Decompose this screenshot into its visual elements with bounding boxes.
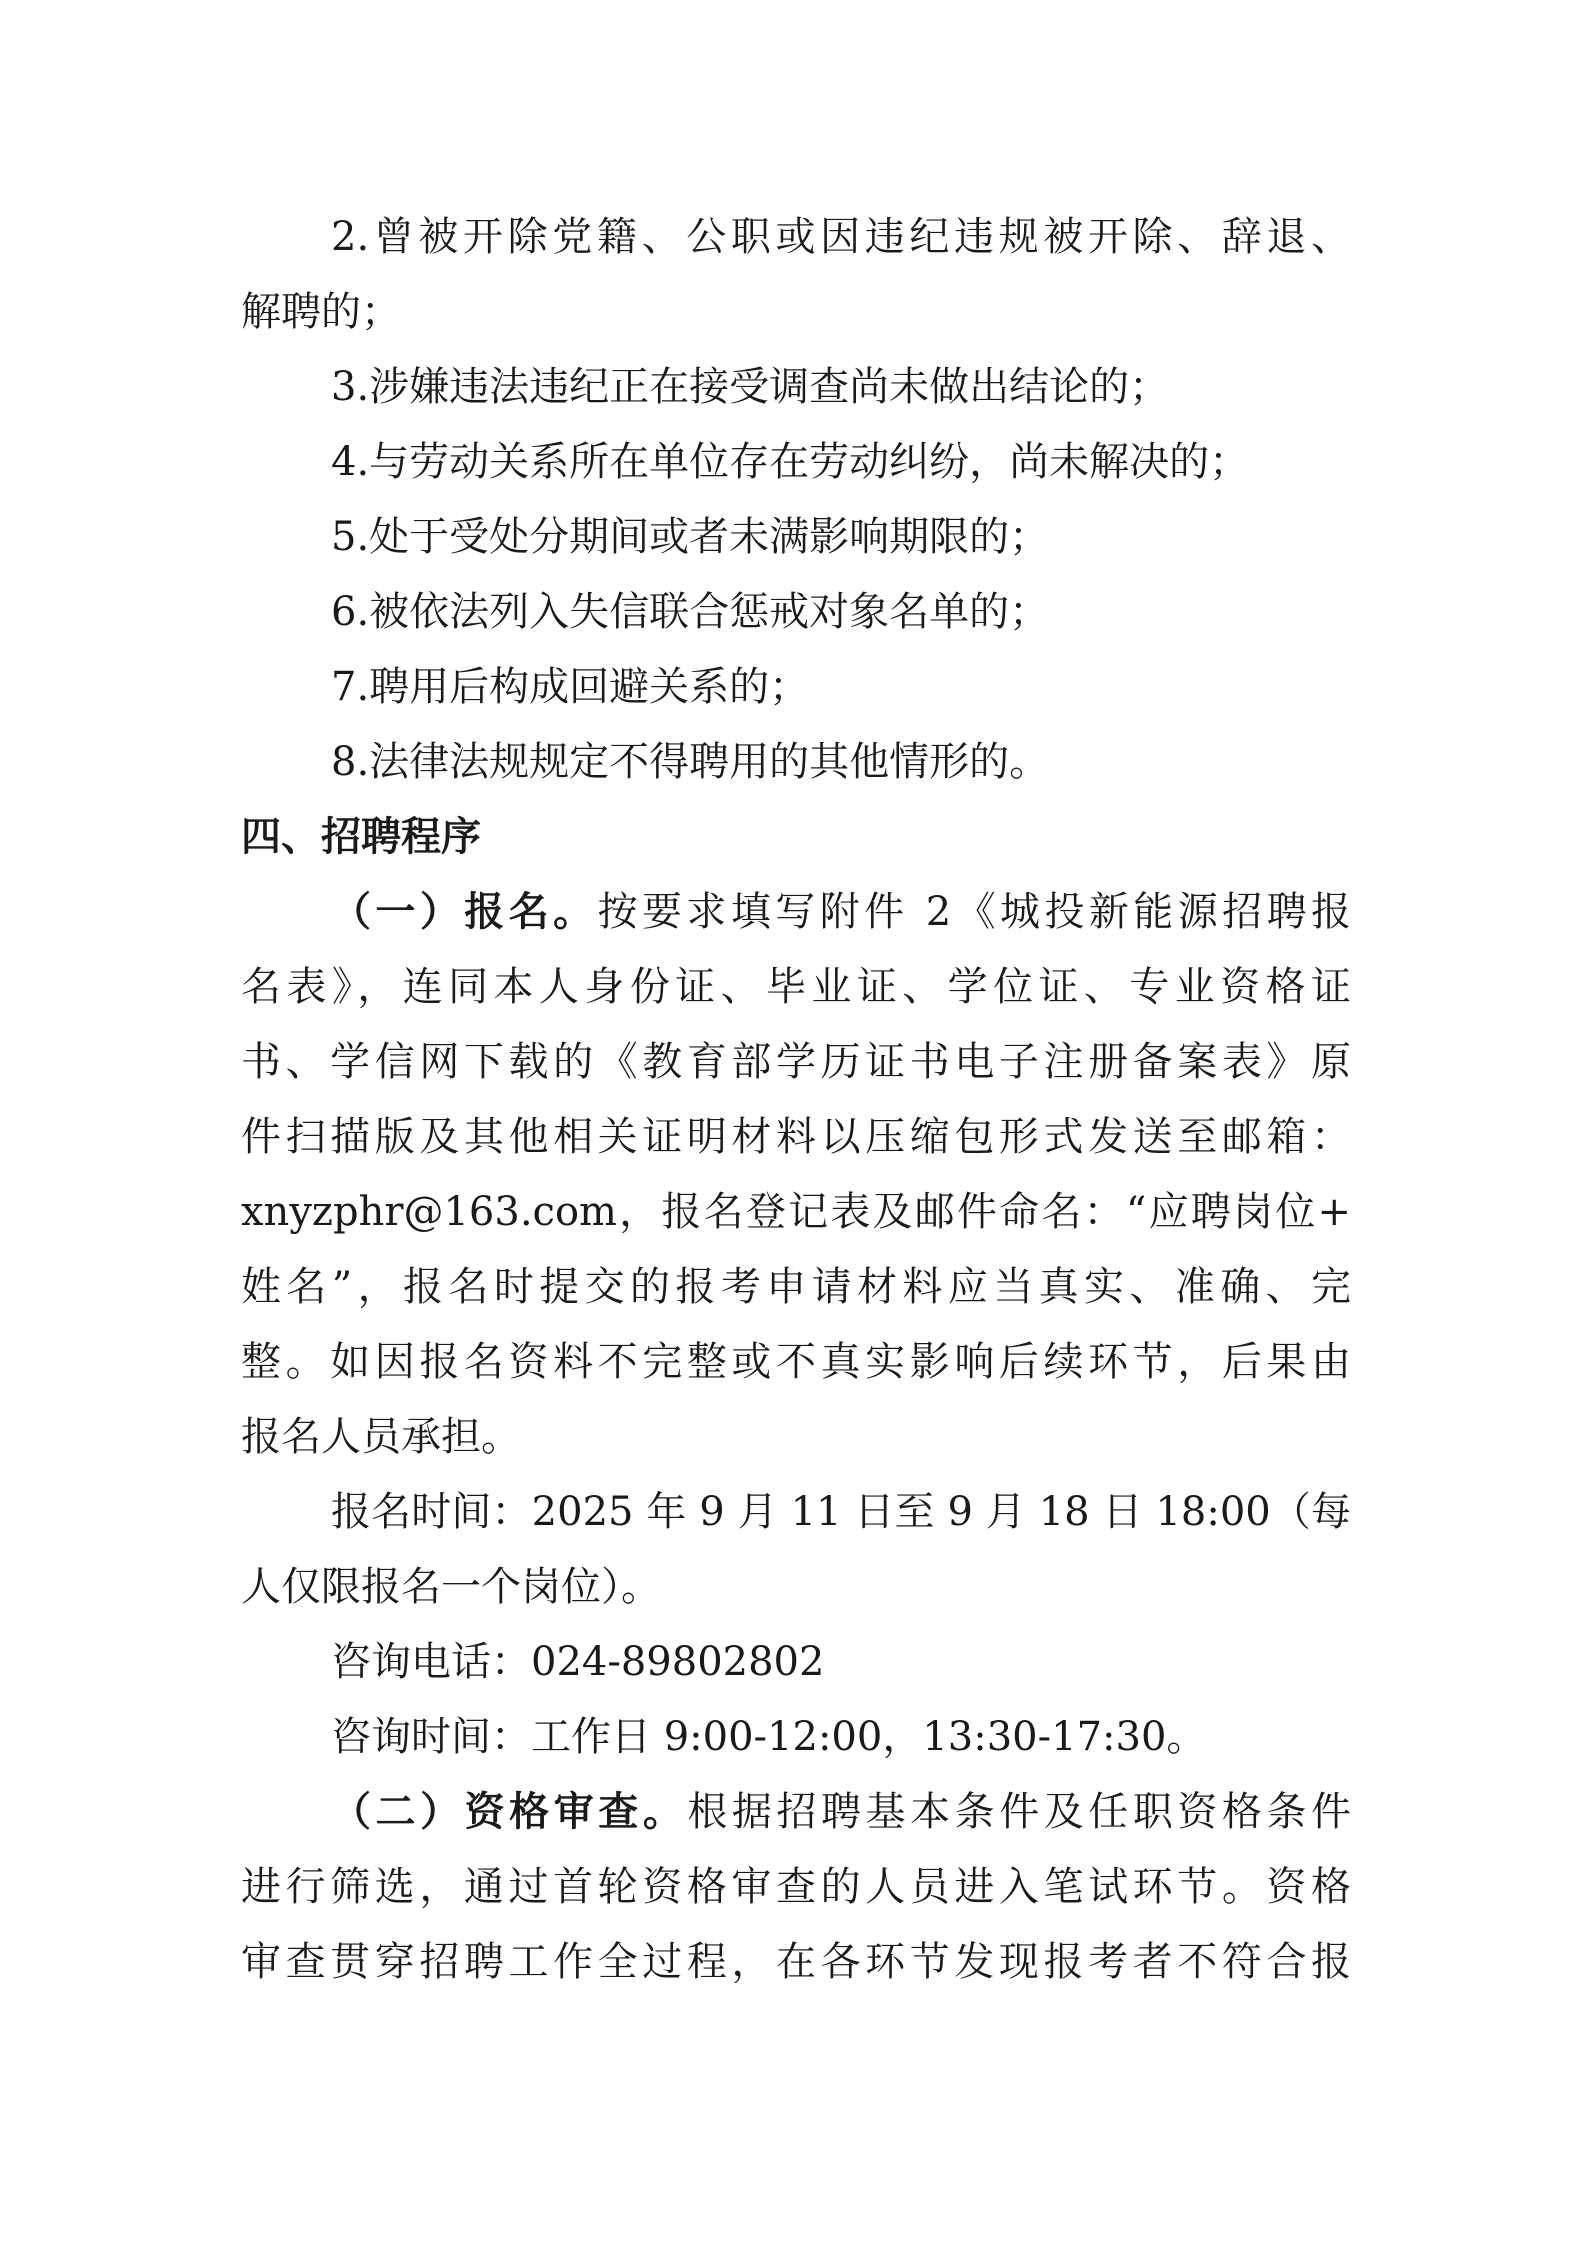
registration-line-8: 报名人员承担。	[241, 1414, 521, 1460]
item-2-line-1: 2.曾被开除党籍、公职或因违纪违规被开除、辞退、	[331, 214, 1351, 260]
registration-line-4: 件扫描版及其他相关证明材料以压缩包形式发送至邮箱：	[241, 1114, 1351, 1160]
registration-line-6: 姓名”，报名时提交的报考申请材料应当真实、准确、完	[241, 1264, 1351, 1310]
item-7: 7.聘用后构成回避关系的；	[331, 664, 810, 710]
item-3: 3.涉嫌违法违纪正在接受调查尚未做出结论的；	[331, 364, 1170, 410]
review-line-3: 审查贯穿招聘工作全过程，在各环节发现报考者不符合报	[241, 1939, 1351, 1985]
item-4: 4.与劳动关系所在单位存在劳动纠纷，尚未解决的；	[331, 439, 1250, 485]
item-2-line-2: 解聘的；	[241, 289, 401, 335]
consult-hours: 咨询时间：工作日 9:00-12:00，13:30-17:30。	[331, 1714, 1207, 1760]
registration-line-5: xnyzphr@163.com，报名登记表及邮件命名：“应聘岗位+	[241, 1189, 1351, 1235]
item-6: 6.被依法列入失信联合惩戒对象名单的；	[331, 589, 1050, 635]
consult-phone: 咨询电话：024-89802802	[331, 1639, 825, 1685]
review-text-1: 根据招聘基本条件及任职资格条件	[687, 1789, 1351, 1835]
registration-time-line-1: 报名时间：2025 年 9 月 11 日至 9 月 18 日 18:00（每	[331, 1489, 1351, 1535]
item-5: 5.处于受处分期间或者未满影响期限的；	[331, 514, 1050, 560]
item-8: 8.法律法规规定不得聘用的其他情形的。	[331, 739, 1050, 785]
document-page	[241, 200, 1351, 2000]
registration-line-1	[241, 875, 1351, 950]
review-line-2: 进行筛选，通过首轮资格审查的人员进入笔试环节。资格	[241, 1864, 1351, 1910]
registration-time-line-2: 人仅限报名一个岗位）。	[241, 1564, 661, 1610]
registration-line-3: 书、学信网下载的《教育部学历证书电子注册备案表》原	[241, 1039, 1351, 1085]
section-heading: 四、招聘程序	[241, 814, 481, 860]
registration-line-2: 名表》，连同本人身份证、毕业证、学位证、专业资格证	[241, 964, 1351, 1010]
review-line-1	[241, 1775, 1351, 1850]
registration-label: （一）报名。	[331, 889, 598, 935]
registration-line-7: 整。如因报名资料不完整或不真实影响后续环节，后果由	[241, 1339, 1351, 1385]
registration-text-1: 按要求填写附件 2《城投新能源招聘报	[597, 889, 1351, 935]
review-label: （二）资格审查。	[331, 1789, 688, 1835]
